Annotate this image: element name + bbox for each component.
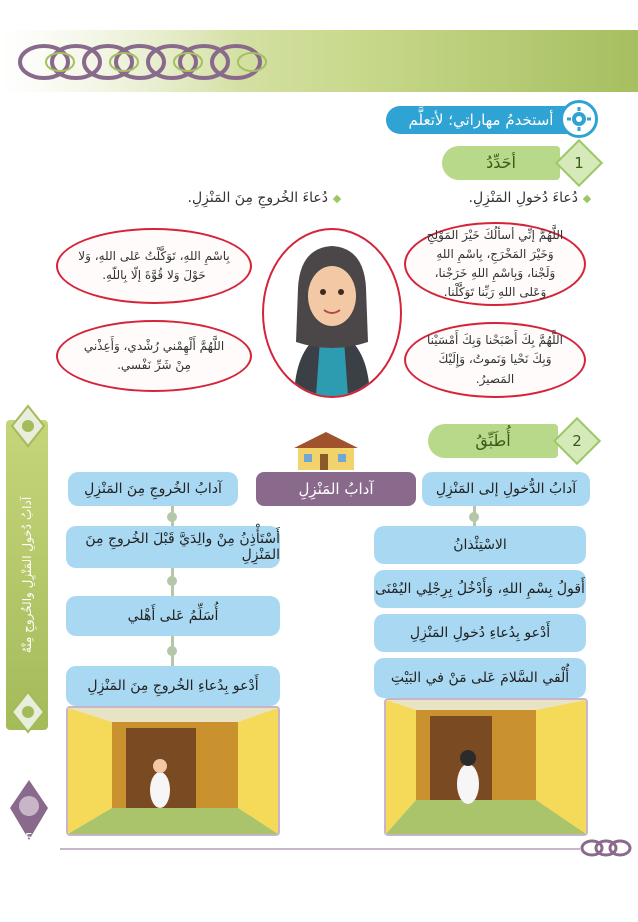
leaving-step-3: أَدْعو بِدُعاءِ الخُروجِ مِنَ المَنْزِلِ [66, 666, 280, 706]
leaving-etiquette-header: آدابُ الخُروجِ مِنَ المَنْزِلِ [68, 472, 238, 506]
chain-ornament-icon [580, 836, 636, 860]
home-etiquette-label: آدابُ المَنْزِلِ [256, 472, 416, 506]
leaving-step-1: أَسْتَأْذِنُ مِنْ والِدَيَّ قَبْلَ الخُروجِ مِنَ المَنْزِلِ [66, 526, 280, 568]
girl-illustration [262, 228, 402, 398]
chain-ornament-icon [14, 36, 284, 88]
prayer-bubble-morning: اللَّهُمَّ بِكَ أَصْبَحْنا وَبِكَ أَمْسَيْنا وَبِكَ نَحْيا وَنَموتُ، وَإِلَيْكَ المَصيرُ. [404, 322, 586, 398]
section1-number: 1 [574, 154, 584, 172]
leaving-door-illustration [66, 706, 280, 836]
connector-dot [167, 646, 177, 656]
bullet-icon [583, 195, 591, 203]
leaving-step-2: أُسَلِّمُ عَلى أَهْلي [66, 596, 280, 636]
entering-step-3: أَدْعو بِدُعاءِ دُخولِ المَنْزِلِ [374, 614, 586, 652]
house-icon [290, 430, 362, 470]
prayer-bubble-guidance: اللَّهُمَّ أَلْهِمْني رُشْدي، وَأَعِذْني مِنْ شَرِّ نَفْسي. [56, 320, 252, 392]
entering-step-4: أُلْقي السَّلامَ عَلى مَنْ في البَيْتِ [374, 658, 586, 698]
bullet-icon [333, 195, 341, 203]
connector-dot [469, 512, 479, 522]
side-tab-text: آدابُ دُخولِ المَنْزِلِ والخُروجِ مِنْهُ [20, 496, 34, 654]
section1-title: أحَدِّدُ [442, 146, 560, 180]
section2-number-badge [553, 417, 601, 465]
entering-etiquette-header: آدابُ الدُّخولِ إلى المَنْزِلِ [422, 472, 590, 506]
page-number: 5 [24, 832, 34, 847]
gear-icon [560, 100, 598, 138]
entering-door-illustration [384, 698, 588, 836]
section2-title: أُطَبِّقُ [428, 424, 558, 458]
entering-step-2: أَقولُ بِسْمِ اللهِ، وَأَدْخُلُ بِرِجْلِي اليُمْنَى [374, 570, 586, 608]
prayer-bubble-leaving: بِاسْمِ اللهِ، تَوَكَّلْتُ عَلى اللهِ، وَلا حَوْلَ وَلا قُوَّةَ إلّا بِاللّهِ. [56, 228, 252, 304]
skill-banner: أستخدمُ مهاراتي؛ لأتعلَّم [386, 106, 576, 134]
entering-step-1: الاسْتِئْذانُ [374, 526, 586, 564]
entering-prayer-heading-text: دُعاءَ دُخولِ المَنْزِلِ. [468, 190, 578, 206]
section2-number: 2 [572, 432, 582, 450]
leaving-prayer-heading-text: دُعاءَ الخُروجِ مِنَ المَنْزِلِ. [187, 190, 328, 206]
entering-prayer-heading [420, 190, 590, 206]
prayer-bubble-entering: اللَّهُمَّ إنِّي أسألُكَ خَيْرَ المَوْلِجِ وَخَيْرَ المَخْرَجِ، بِاسْمِ اللهِ وَلَجْنا، وَبِاسْمِ اللهِ خَرَجْنا، وَعَلى اللهِ رَبِّنا تَوَكَّلْنا. [404, 222, 586, 306]
connector-dot [167, 512, 177, 522]
section1-number-badge [555, 139, 603, 187]
bottom-divider [60, 848, 580, 850]
connector-dot [167, 576, 177, 586]
leaving-prayer-heading [150, 190, 340, 206]
